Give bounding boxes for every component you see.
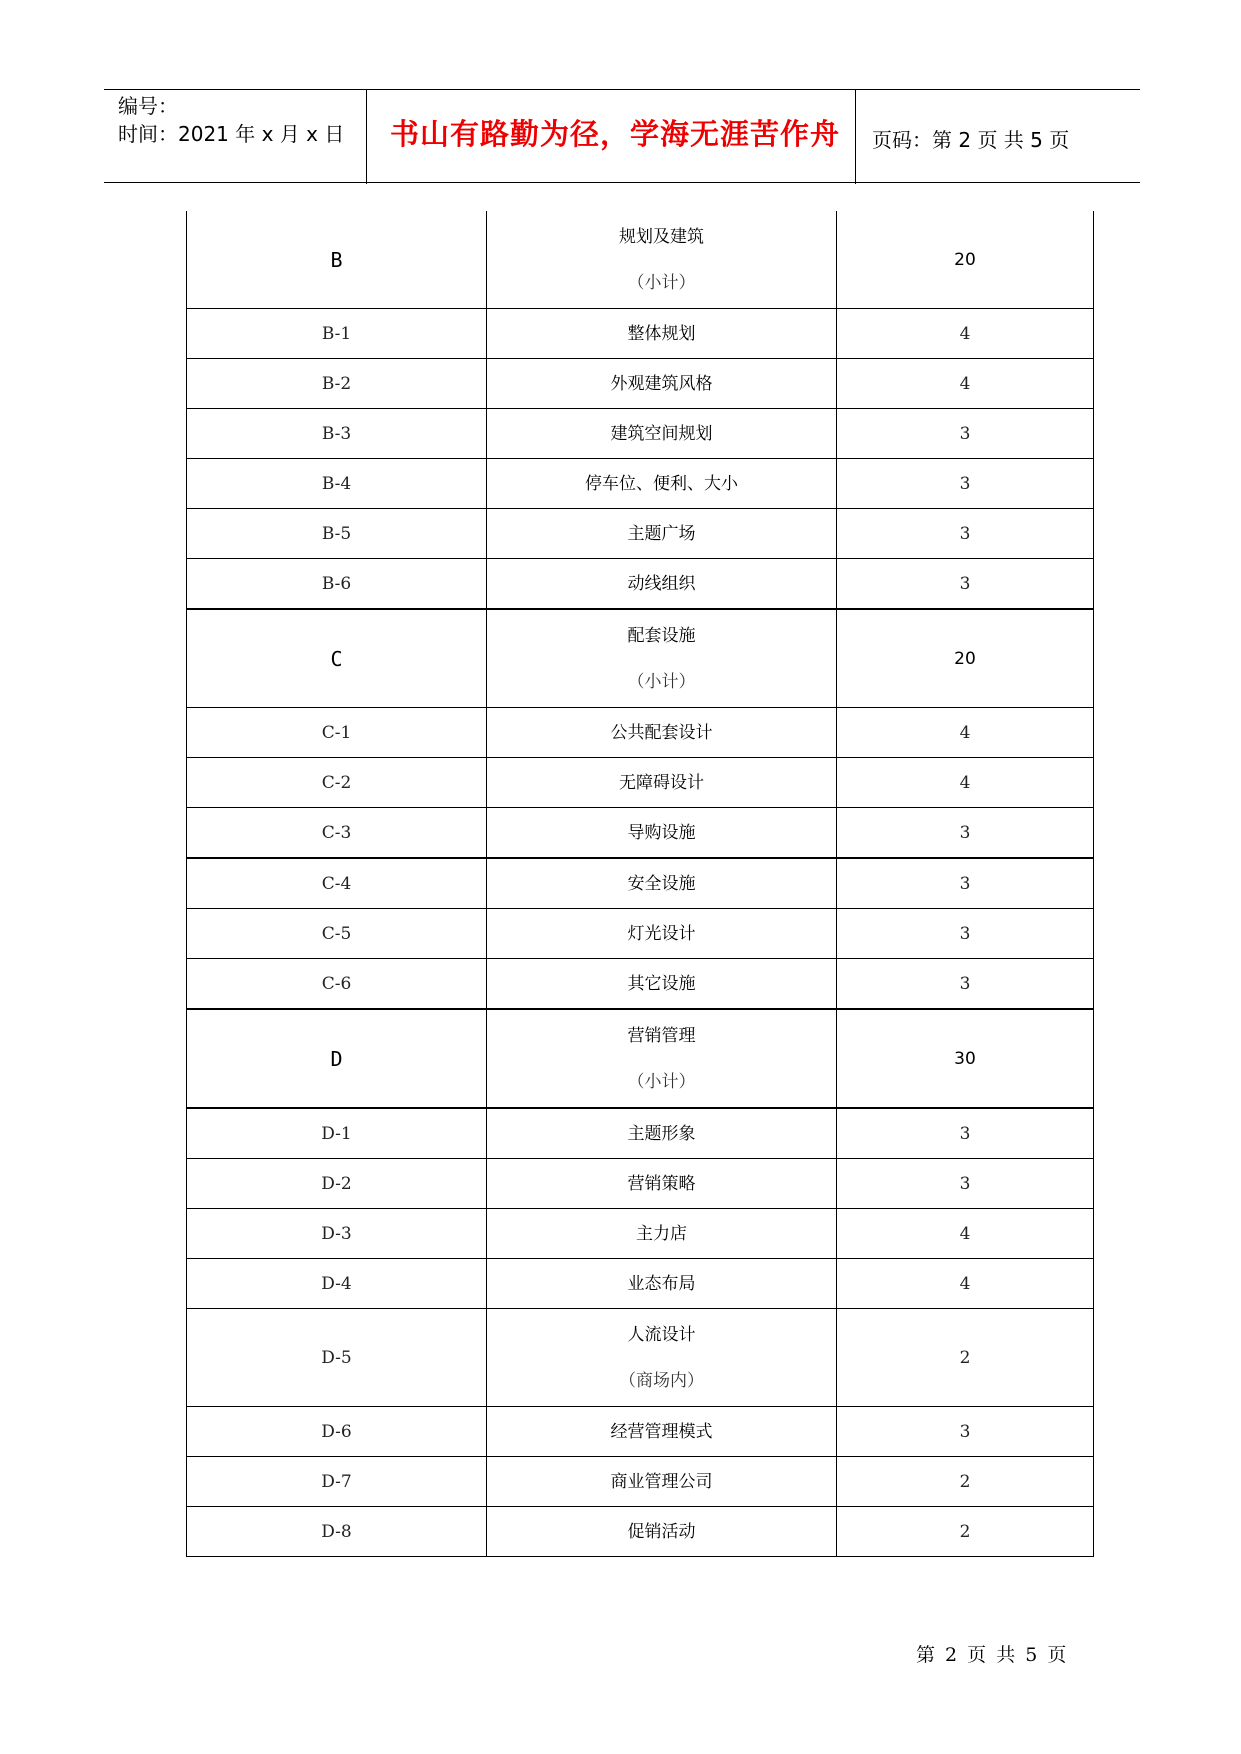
table-row: [187, 1108, 1094, 1159]
row-item-label: 灯光设计: [627, 923, 696, 944]
row-code: D-4: [187, 1259, 487, 1309]
table-row: [187, 1407, 1094, 1457]
row-score: 3: [837, 1407, 1094, 1457]
row-score: 2: [837, 1507, 1094, 1557]
table-row: [187, 758, 1094, 808]
row-score: 20: [837, 609, 1094, 708]
row-item: [487, 708, 837, 758]
row-code: B-2: [187, 359, 487, 409]
header-bottom-rule: [104, 182, 1140, 183]
row-score: 4: [837, 309, 1094, 359]
table-row: [187, 559, 1094, 610]
row-item: [487, 1309, 837, 1407]
row-code: C: [187, 609, 487, 708]
row-item-label: 停车位、便利、大小: [585, 473, 738, 494]
row-score: 3: [837, 858, 1094, 909]
row-item-label: 配套设施: [627, 625, 696, 646]
row-item-label: 无障碍设计: [619, 772, 704, 793]
header-divider-left: [366, 90, 367, 184]
row-item: [487, 559, 837, 610]
row-score: 30: [837, 1009, 1094, 1108]
row-item-label: 主题形象: [627, 1123, 696, 1144]
table-row: [187, 708, 1094, 758]
row-item-sublabel: （商场内）: [619, 1370, 704, 1391]
row-score: 4: [837, 758, 1094, 808]
row-item: [487, 959, 837, 1010]
row-item-label: 经营管理模式: [610, 1421, 713, 1442]
row-code: B: [187, 211, 487, 309]
row-code: D-8: [187, 1507, 487, 1557]
row-item-label: 整体规划: [627, 323, 696, 344]
row-item: [487, 309, 837, 359]
table-row: [187, 509, 1094, 559]
table-row: [187, 409, 1094, 459]
row-score: 2: [837, 1309, 1094, 1407]
table-section-row: [187, 609, 1094, 708]
row-score: 4: [837, 1259, 1094, 1309]
row-score: 3: [837, 808, 1094, 859]
row-item: [487, 1259, 837, 1309]
row-item-sublabel: （小计）: [627, 671, 696, 692]
table-row: [187, 959, 1094, 1010]
row-code: B-4: [187, 459, 487, 509]
row-score: 3: [837, 559, 1094, 610]
row-item: [487, 1407, 837, 1457]
row-code: D-3: [187, 1209, 487, 1259]
table-row: [187, 1259, 1094, 1309]
row-score: 3: [837, 959, 1094, 1010]
row-item-label: 动线组织: [627, 573, 696, 594]
row-item-label: 公共配套设计: [610, 722, 713, 743]
table-row: [187, 858, 1094, 909]
row-score: 3: [837, 509, 1094, 559]
row-code: B-6: [187, 559, 487, 610]
table-row: [187, 1507, 1094, 1557]
row-item: [487, 758, 837, 808]
row-item-label: 主题广场: [627, 523, 696, 544]
row-code: C-1: [187, 708, 487, 758]
row-item: [487, 1457, 837, 1507]
row-score: 3: [837, 1108, 1094, 1159]
document-number: 编号：: [118, 94, 178, 118]
row-score: 3: [837, 459, 1094, 509]
row-item: [487, 509, 837, 559]
table-row: [187, 1457, 1094, 1507]
row-code: D-5: [187, 1309, 487, 1407]
row-item-label: 促销活动: [627, 1521, 696, 1542]
row-score: 4: [837, 1209, 1094, 1259]
row-score: 3: [837, 1159, 1094, 1209]
row-item: [487, 808, 837, 859]
row-item: [487, 1108, 837, 1159]
header-motto: 书山有路勤为径，学海无涯苦作舟: [389, 117, 840, 151]
header-page-number: 页码：第 2 页 共 5 页: [872, 128, 1070, 152]
row-item-label: 导购设施: [627, 822, 696, 843]
scoring-table: [186, 211, 1094, 1557]
row-item-label: 营销策略: [627, 1173, 696, 1194]
row-code: D-2: [187, 1159, 487, 1209]
row-score: 4: [837, 359, 1094, 409]
scoring-table-body: [187, 211, 1094, 1557]
row-item-label: 建筑空间规划: [610, 423, 713, 444]
row-item-label: 外观建筑风格: [610, 373, 713, 394]
row-code: C-4: [187, 858, 487, 909]
row-item-label: 商业管理公司: [610, 1471, 713, 1492]
row-code: C-6: [187, 959, 487, 1010]
row-code: B-1: [187, 309, 487, 359]
row-item-label: 安全设施: [627, 873, 696, 894]
row-item: [487, 909, 837, 959]
row-item: [487, 858, 837, 909]
row-item: [487, 211, 837, 309]
row-score: 2: [837, 1457, 1094, 1507]
row-item: [487, 409, 837, 459]
row-item-label: 其它设施: [627, 973, 696, 994]
row-code: D-6: [187, 1407, 487, 1457]
table-row: [187, 1309, 1094, 1407]
row-score: 3: [837, 409, 1094, 459]
row-item: [487, 1009, 837, 1108]
table-row: [187, 1159, 1094, 1209]
row-item-sublabel: （小计）: [627, 1071, 696, 1092]
header-top-rule: [104, 89, 1140, 90]
header-meta: [118, 92, 344, 148]
row-item-sublabel: （小计）: [627, 272, 696, 293]
row-code: B-5: [187, 509, 487, 559]
document-date: 时间：2021 年 x 月 x 日: [118, 122, 345, 146]
row-code: C-3: [187, 808, 487, 859]
row-item: [487, 359, 837, 409]
row-item: [487, 1507, 837, 1557]
row-item: [487, 459, 837, 509]
row-item-label: 业态布局: [627, 1273, 696, 1294]
table-row: [187, 359, 1094, 409]
row-code: C-2: [187, 758, 487, 808]
row-item: [487, 609, 837, 708]
table-row: [187, 309, 1094, 359]
table-row: [187, 909, 1094, 959]
row-score: 3: [837, 909, 1094, 959]
row-item-label: 人流设计: [627, 1324, 696, 1345]
row-code: B-3: [187, 409, 487, 459]
row-item-label: 主力店: [636, 1223, 687, 1244]
row-score: 4: [837, 708, 1094, 758]
table-row: [187, 1209, 1094, 1259]
row-code: C-5: [187, 909, 487, 959]
row-item-label: 规划及建筑: [619, 226, 704, 247]
row-item-label: 营销管理: [627, 1025, 696, 1046]
row-score: 20: [837, 211, 1094, 309]
row-code: D: [187, 1009, 487, 1108]
row-item: [487, 1209, 837, 1259]
table-row: [187, 808, 1094, 859]
row-code: D-1: [187, 1108, 487, 1159]
row-code: D-7: [187, 1457, 487, 1507]
page-footer: 第 2 页 共 5 页: [916, 1644, 1069, 1666]
table-section-row: [187, 1009, 1094, 1108]
table-section-row: [187, 211, 1094, 309]
table-row: [187, 459, 1094, 509]
row-item: [487, 1159, 837, 1209]
